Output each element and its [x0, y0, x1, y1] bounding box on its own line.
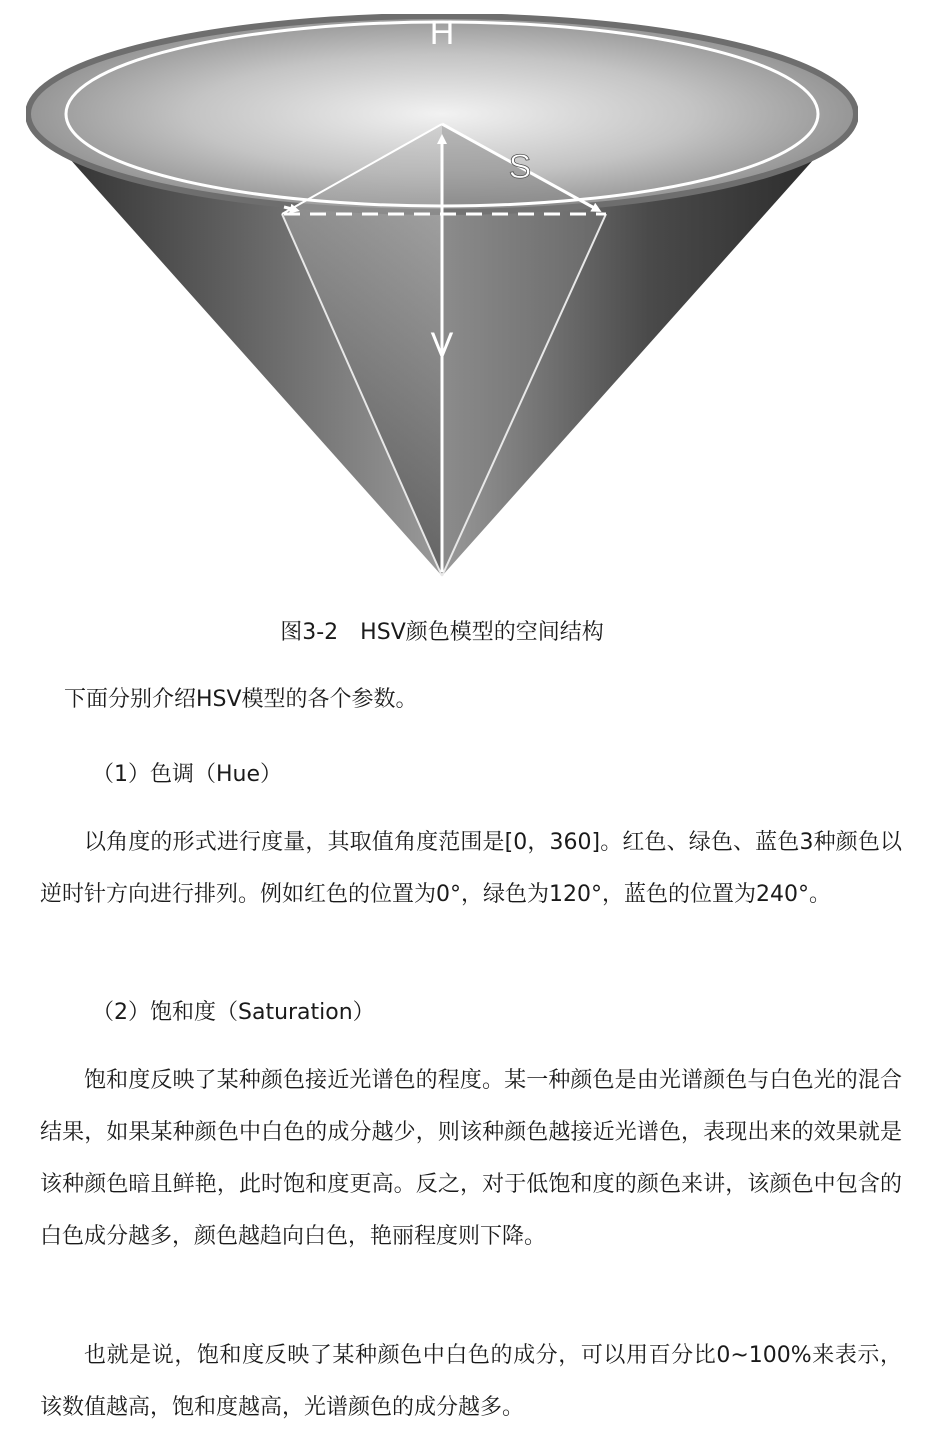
saturation-paragraph-1: 饱和度反映了某种颜色接近光谱色的程度。某一种颜色是由光谱颜色与白色光的混合结果，如果某种颜色中白色的成分越少，则该种颜色越接近光谱色，表现出来的效果就是该种颜色暗且鲜艳，此时饱和度更高。反之，对于低饱和度的颜色来讲，该颜色中包含的白色成分越多，颜色越趋向白色，艳丽程度则下降。 — [40, 1068, 902, 1249]
figure-caption: 图3-2 HSV颜色模型的空间结构 — [280, 620, 604, 645]
hsv-cone-figure — [26, 14, 858, 582]
saturation-heading: （2）饱和度（Saturation） — [92, 1000, 375, 1025]
hue-paragraph: 以角度的形式进行度量，其取值角度范围是[0，360]。红色、绿色、蓝色3种颜色以逆时针方向进行排列。例如红色的位置为0°，绿色为120°，蓝色的位置为240°。 — [40, 830, 902, 907]
intro-paragraph: 下面分别介绍HSV模型的各个参数。 — [64, 687, 418, 712]
hue-heading: （1）色调（Hue） — [92, 762, 283, 787]
label-v: V — [430, 326, 454, 364]
hsv-cone-diagram — [26, 14, 858, 582]
saturation-paragraph-2: 也就是说，饱和度反映了某种颜色中白色的成分，可以用百分比0~100%来表示，该数值越高，饱和度越高，光谱颜色的成分越多。 — [40, 1343, 902, 1420]
label-h: H — [429, 14, 455, 52]
label-s: S — [508, 148, 532, 186]
